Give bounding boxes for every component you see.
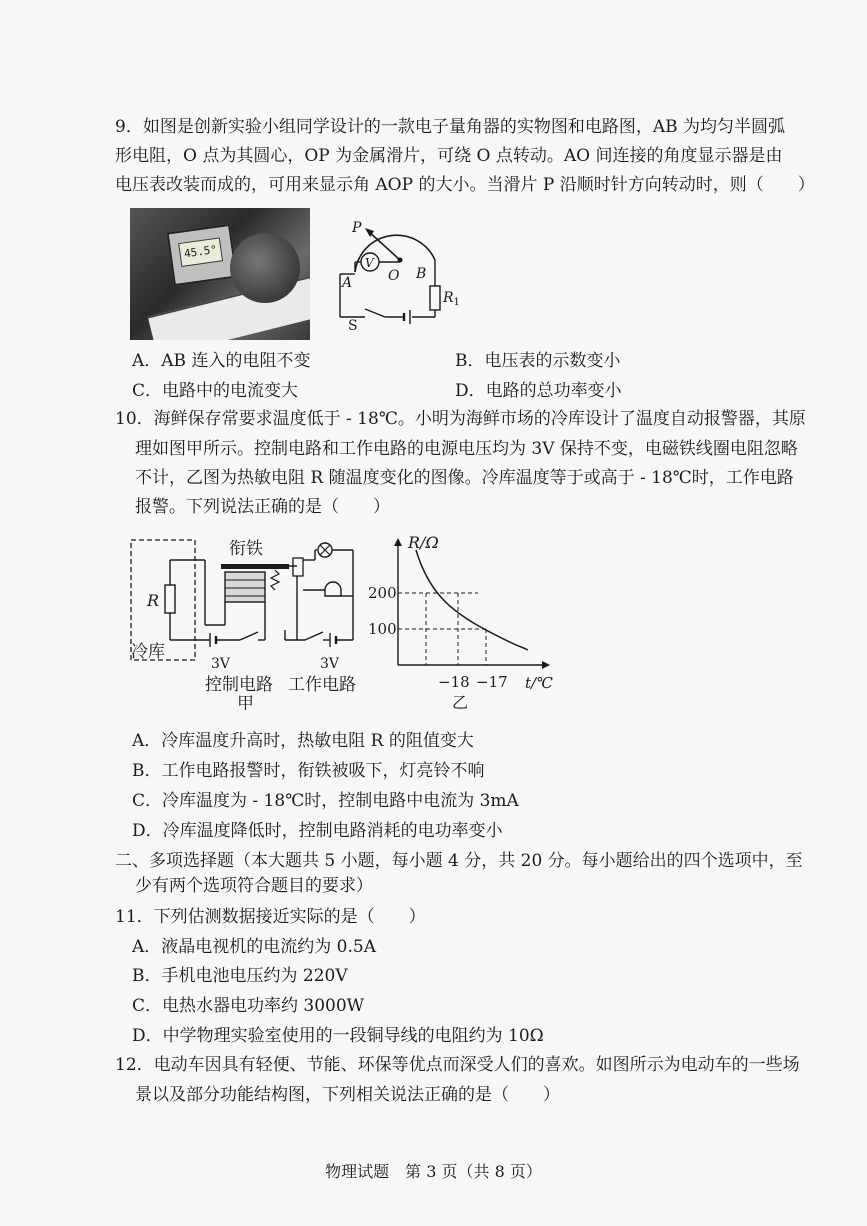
- chart-xlabel: t/℃: [525, 674, 553, 692]
- label-control-circuit: 控制电路: [205, 675, 273, 695]
- label-p: P: [352, 220, 362, 236]
- q10-stem-line4: 报警。下列说法正确的是（ ）: [135, 497, 390, 517]
- chart-caption: 乙: [452, 693, 469, 712]
- label-cold-store: 冷库: [131, 642, 165, 662]
- label-o: O: [388, 268, 400, 284]
- section2-heading-line2: 少有两个选项符合题目的要求）: [135, 876, 373, 896]
- label-r1: $R_1$: [443, 290, 460, 308]
- rt-curve: [416, 550, 528, 650]
- page-footer: 物理试题 第 3 页（共 8 页）: [325, 1162, 542, 1181]
- protractor-photo: [130, 208, 310, 340]
- rotating-knob: [230, 233, 300, 303]
- q10-option-d: D．冷库温度降低时，控制电路消耗的电功率变小: [132, 821, 503, 841]
- section2-heading-line1: 二、多项选择题（本大题共 5 小题，每小题 4 分，共 20 分。每小题给出的四个选项中，至: [115, 851, 803, 871]
- label-a: A: [342, 275, 353, 291]
- chart-ylabel: R/Ω: [408, 533, 439, 552]
- q9-stem-line1: 9．如图是创新实验小组同学设计的一款电子量角器的实物图和电路图，AB 为均匀半圆弧: [115, 117, 785, 137]
- q12-stem-line2: 景以及部分功能结构图，下列相关说法正确的是（ ）: [135, 1085, 560, 1105]
- q10-option-a: A．冷库温度升高时，热敏电阻 R 的阻值变大: [132, 731, 474, 751]
- label-thermistor-r: R: [147, 591, 160, 610]
- angle-display-device: [167, 224, 238, 286]
- q9-stem-line3: 电压表改装而成的，可用来显示角 AOP 的大小。当滑片 P 沿顺时针方向转动时，则（ ）: [115, 175, 815, 195]
- chart-ytick-label: 100: [368, 620, 397, 638]
- label-armature: 衔铁: [229, 539, 263, 559]
- q9-option-c: C．电路中的电流变大: [132, 381, 299, 401]
- chart-ytick-label: 200: [368, 584, 397, 602]
- q11-option-a: A．液晶电视机的电流约为 0.5A: [132, 937, 376, 957]
- label-control-voltage: 3V: [211, 656, 231, 672]
- label-work-circuit: 工作电路: [288, 675, 356, 695]
- q11-option-d: D．中学物理实验室使用的一段铜导线的电阻约为 10Ω: [132, 1026, 544, 1046]
- q12-stem-line1: 12．电动车因具有轻便、节能、环保等优点而深受人们的喜欢。如图所示为电动车的一些场: [115, 1055, 800, 1075]
- q9-stem-line2: 形电阻，O 点为其圆心，OP 为金属滑片，可绕 O 点转动。AO 间连接的角度显示器是由: [115, 146, 783, 166]
- label-v: V: [365, 256, 374, 270]
- q10-option-c: C．冷库温度为 - 18℃时，控制电路中电流为 3mA: [132, 791, 519, 811]
- q10-thermistor-chart: [368, 530, 568, 715]
- q10-stem-line2: 理如图甲所示。控制电路和工作电路的电源电压均为 3V 保持不变，电磁铁线圈电阻忽略: [135, 439, 798, 459]
- label-work-voltage: 3V: [320, 656, 340, 672]
- q10-alarm-circuit-diagram: [125, 530, 370, 710]
- q10-stem-line1: 10．海鲜保存常要求温度低于 - 18℃。小明为海鲜市场的冷库设计了温度自动报警器，其原: [115, 409, 806, 429]
- q10-stem-line3: 不计，乙图为热敏电阻 R 随温度变化的图像。冷库温度等于或高于 - 18℃时，工作电路: [135, 468, 794, 488]
- label-s: S: [348, 318, 358, 332]
- q10-option-b: B．工作电路报警时，衔铁被吸下，灯亮铃不响: [132, 761, 485, 781]
- q11-stem: 11．下列估测数据接近实际的是（ ）: [115, 907, 426, 927]
- chart-xtick-label: −17: [476, 673, 508, 691]
- q9-option-d: D．电路的总功率变小: [455, 381, 622, 401]
- angle-display-reading: 45.5°: [178, 237, 223, 267]
- label-b: B: [416, 266, 427, 282]
- q9-circuit-diagram: [330, 212, 480, 332]
- chart-xtick-label: −18: [438, 673, 470, 691]
- q11-option-b: B．手机电池电压约为 220V: [132, 966, 348, 986]
- q9-option-b: B．电压表的示数变小: [455, 351, 621, 371]
- q9-option-a: A．AB 连入的电阻不变: [132, 351, 311, 371]
- label-jia: 甲: [237, 694, 254, 710]
- q11-option-c: C．电热水器电功率约 3000W: [132, 996, 365, 1016]
